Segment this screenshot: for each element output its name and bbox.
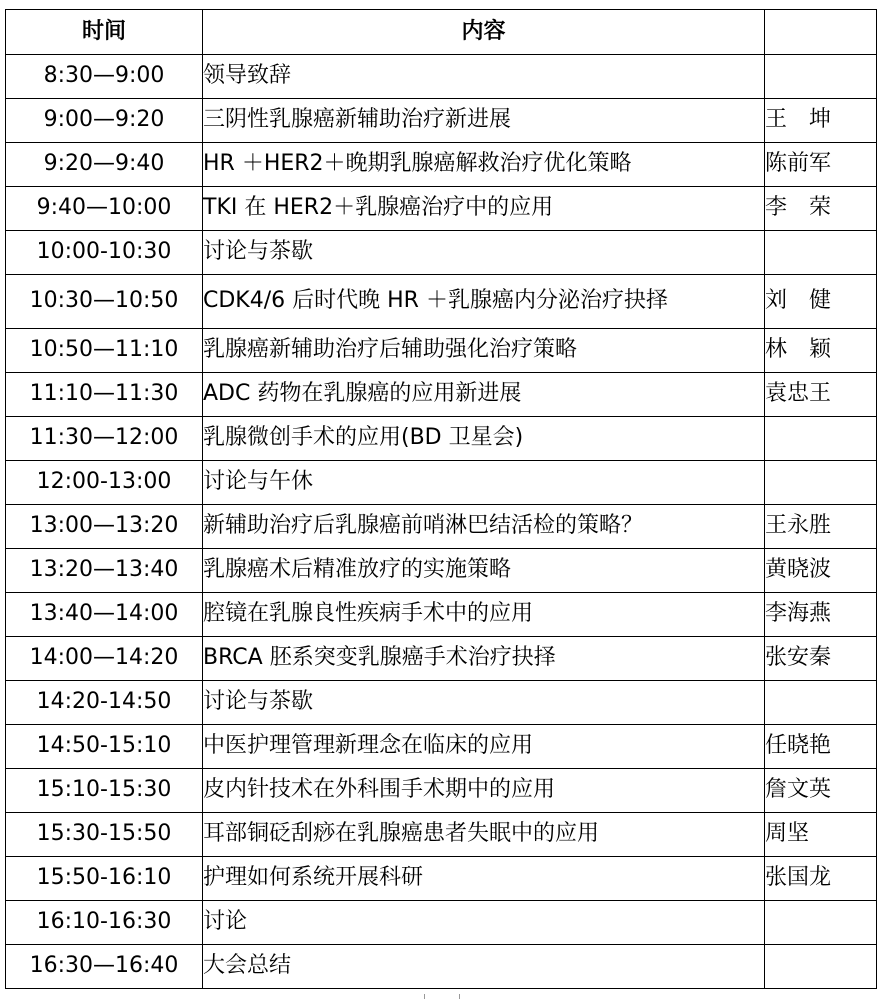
content-cell: 中医护理管理新理念在临床的应用 — [203, 725, 765, 769]
time-cell: 9:00—9:20 — [6, 99, 203, 143]
content-cell: 讨论 — [203, 901, 765, 945]
speaker-cell — [765, 461, 877, 505]
table-row — [6, 945, 877, 989]
content-cell: BRCA 胚系突变乳腺癌手术治疗抉择 — [203, 637, 765, 681]
content-cell: HR ＋HER2＋晚期乳腺癌解救治疗优化策略 — [203, 143, 765, 187]
speaker-cell: 张国龙 — [765, 857, 877, 901]
table-row — [6, 231, 877, 275]
speaker-cell — [765, 55, 877, 99]
table-row — [6, 329, 877, 373]
speaker-cell: 詹文英 — [765, 769, 877, 813]
table-row — [6, 505, 877, 549]
table-row — [6, 99, 877, 143]
time-cell: 8:30—9:00 — [6, 55, 203, 99]
speaker-cell — [765, 901, 877, 945]
table-row — [6, 55, 877, 99]
time-cell: 14:00—14:20 — [6, 637, 203, 681]
table-row — [6, 769, 877, 813]
speaker-cell: 李海燕 — [765, 593, 877, 637]
table-row — [6, 187, 877, 231]
table-row — [6, 593, 877, 637]
content-cell: 讨论与茶歇 — [203, 681, 765, 725]
content-cell: 腔镜在乳腺良性疾病手术中的应用 — [203, 593, 765, 637]
time-cell: 11:30—12:00 — [6, 417, 203, 461]
time-cell: 13:20—13:40 — [6, 549, 203, 593]
time-cell: 15:50-16:10 — [6, 857, 203, 901]
speaker-cell: 王永胜 — [765, 505, 877, 549]
speaker-cell: 李 荣 — [765, 187, 877, 231]
table-row — [6, 681, 877, 725]
content-cell: TKI 在 HER2＋乳腺癌治疗中的应用 — [203, 187, 765, 231]
speaker-cell: 林 颖 — [765, 329, 877, 373]
table-row — [6, 857, 877, 901]
time-cell: 10:50—11:10 — [6, 329, 203, 373]
content-cell: ADC 药物在乳腺癌的应用新进展 — [203, 373, 765, 417]
page-break-marker — [424, 994, 460, 999]
table-row — [6, 901, 877, 945]
speaker-cell: 刘 健 — [765, 275, 877, 329]
table-row — [6, 725, 877, 769]
table-row — [6, 275, 877, 329]
content-cell: 皮内针技术在外科围手术期中的应用 — [203, 769, 765, 813]
content-cell: 乳腺癌术后精准放疗的实施策略 — [203, 549, 765, 593]
time-cell: 13:40—14:00 — [6, 593, 203, 637]
speaker-cell: 张安秦 — [765, 637, 877, 681]
table-row — [6, 143, 877, 187]
time-cell: 15:10-15:30 — [6, 769, 203, 813]
speaker-cell: 周坚 — [765, 813, 877, 857]
header-content: 内容 — [203, 10, 765, 55]
content-cell: 新辅助治疗后乳腺癌前哨淋巴结活检的策略？ — [203, 505, 765, 549]
table-row — [6, 813, 877, 857]
header-speaker — [765, 10, 877, 55]
speaker-cell: 王 坤 — [765, 99, 877, 143]
content-cell: 乳腺微创手术的应用(BD 卫星会) — [203, 417, 765, 461]
schedule-table — [5, 9, 877, 989]
speaker-cell: 袁忠王 — [765, 373, 877, 417]
content-cell: 讨论与午休 — [203, 461, 765, 505]
header-time: 时间 — [6, 10, 203, 55]
time-cell: 12:00-13:00 — [6, 461, 203, 505]
speaker-cell — [765, 681, 877, 725]
time-cell: 11:10—11:30 — [6, 373, 203, 417]
table-header-row — [6, 10, 877, 55]
content-cell: 领导致辞 — [203, 55, 765, 99]
content-cell: CDK4/6 后时代晚 HR ＋乳腺癌内分泌治疗抉择 — [203, 275, 765, 329]
table-row — [6, 373, 877, 417]
time-cell: 10:00-10:30 — [6, 231, 203, 275]
speaker-cell: 任晓艳 — [765, 725, 877, 769]
time-cell: 9:20—9:40 — [6, 143, 203, 187]
content-cell: 护理如何系统开展科研 — [203, 857, 765, 901]
table-row — [6, 461, 877, 505]
speaker-cell — [765, 417, 877, 461]
time-cell: 16:10-16:30 — [6, 901, 203, 945]
time-cell: 14:50-15:10 — [6, 725, 203, 769]
time-cell: 16:30—16:40 — [6, 945, 203, 989]
time-cell: 10:30—10:50 — [6, 275, 203, 329]
content-cell: 大会总结 — [203, 945, 765, 989]
table-row — [6, 417, 877, 461]
content-cell: 乳腺癌新辅助治疗后辅助强化治疗策略 — [203, 329, 765, 373]
content-cell: 讨论与茶歇 — [203, 231, 765, 275]
speaker-cell — [765, 945, 877, 989]
speaker-cell: 陈前军 — [765, 143, 877, 187]
table-row — [6, 637, 877, 681]
content-cell: 耳部铜砭刮痧在乳腺癌患者失眠中的应用 — [203, 813, 765, 857]
time-cell: 13:00—13:20 — [6, 505, 203, 549]
speaker-cell: 黄晓波 — [765, 549, 877, 593]
content-cell: 三阴性乳腺癌新辅助治疗新进展 — [203, 99, 765, 143]
time-cell: 15:30-15:50 — [6, 813, 203, 857]
speaker-cell — [765, 231, 877, 275]
table-row — [6, 549, 877, 593]
time-cell: 9:40—10:00 — [6, 187, 203, 231]
time-cell: 14:20-14:50 — [6, 681, 203, 725]
